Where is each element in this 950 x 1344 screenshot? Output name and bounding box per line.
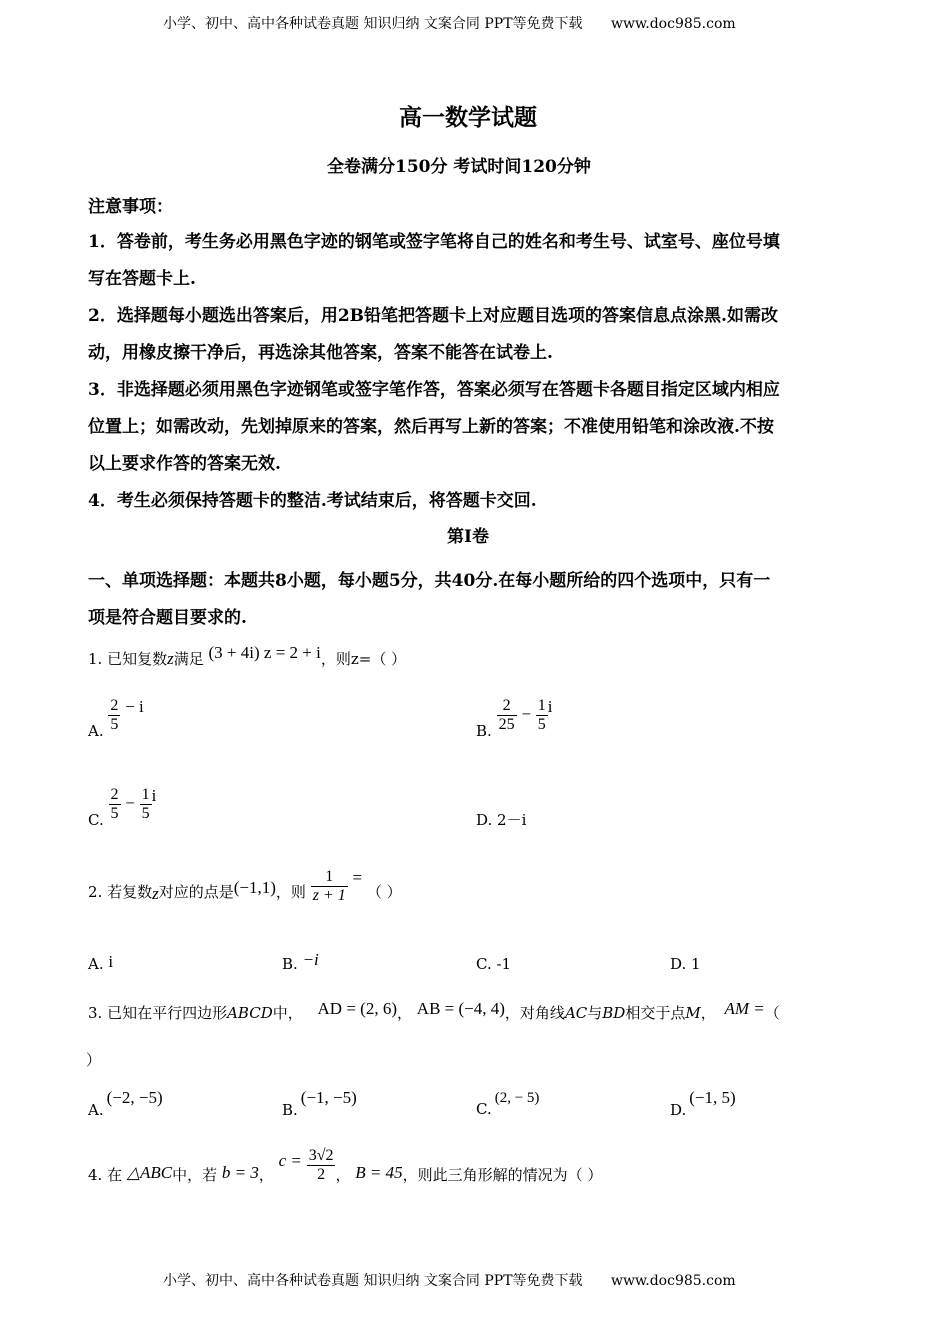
q3-option-a: A.(−2, −5) — [88, 1088, 163, 1119]
fraction: $\frac{1}{z + 1}$ — [312, 868, 346, 904]
volume-heading: 第I卷 — [447, 527, 489, 547]
q1-option-a: A. $\frac{2}{5}$ − i — [88, 696, 144, 740]
header-url: www.doc985.com — [610, 16, 736, 32]
fraction: $\frac{3√2}{2}$ — [308, 1147, 334, 1183]
note-line: 3．非选择题必须用黑色字迹钢笔或签字笔作答，答案必须写在答题卡各题目指定区域内相应 — [88, 380, 780, 400]
question-3: 3. 已知在平行四边形ABCD中， AD = (2, 6)， AB = (−4, 4)，对角线AC与BD相交于点M， AM =（ — [88, 999, 780, 1022]
q3-option-b: B.(−1, −5) — [282, 1088, 357, 1119]
q1-equation: (3 + 4i) z = 2 + i — [208, 643, 321, 662]
q2-option-b: B. −i — [282, 950, 319, 973]
section-heading: 一、单项选择题：本题共8小题，每小题5分，共40分.在每小题所给的四个选项中，只有一 — [88, 571, 771, 591]
note-line: 写在答题卡上. — [88, 269, 196, 289]
vector-am: AM = — [724, 999, 765, 1018]
question-1: 1. 已知复数z满足 (3 + 4i) z = 2 + i，则z=（ ） — [88, 643, 407, 668]
section-heading-cont: 项是符合题目要求的. — [88, 608, 247, 628]
fraction: $\frac{2}{5}$ — [110, 786, 119, 822]
notes-heading: 注意事项： — [88, 197, 173, 217]
note-line: 位置上；如需改动，先划掉原来的答案，然后再写上新的答案；不准使用铅笔和涂改液.不按 — [88, 417, 774, 437]
page-title: 高一数学试题 — [399, 104, 537, 131]
q1-option-d: D. 2－i — [476, 811, 527, 829]
vector-ab: AB = (−4, 4) — [416, 999, 505, 1018]
q1-option-b: B. $\frac{2}{25}$ − $\frac{1}{5}$ i — [476, 696, 553, 740]
fraction: $\frac{2}{25}$ — [498, 697, 515, 733]
q1-option-c: C. $\frac{2}{5}$ − $\frac{1}{5}$ i — [88, 785, 157, 829]
footer-text: 小学、初中、高中各种试卷真题 知识归纳 文案合同 PPT等免费下载 — [163, 1273, 583, 1289]
note-line: 4．考生必须保持答题卡的整洁.考试结束后，将答题卡交回. — [88, 491, 537, 511]
question-2: 2. 若复数z对应的点是(−1,1)，则 $\frac{1}{z + 1}$ = （ ） — [88, 867, 402, 904]
q2-option-a: A. i — [88, 952, 114, 973]
question-3-close: ） — [86, 1051, 102, 1069]
note-line: 动，用橡皮擦干净后，再选涂其他答案，答案不能答在试卷上. — [88, 343, 553, 363]
q3-option-d: D.(−1, 5) — [670, 1088, 736, 1119]
note-line: 以上要求作答的答案无效. — [88, 454, 281, 474]
fraction: $\frac{1}{5}$ — [141, 786, 150, 822]
fraction: $\frac{1}{5}$ — [537, 697, 546, 733]
q2-option-d: D. 1 — [670, 955, 701, 973]
footer-url: www.doc985.com — [610, 1273, 736, 1289]
q3-option-c: C.(2, − 5) — [476, 1090, 540, 1118]
q2-option-c: C. -1 — [476, 955, 512, 973]
vector-ad: AD = (2, 6) — [317, 999, 397, 1018]
page-header — [163, 13, 736, 33]
header-text: 小学、初中、高中各种试卷真题 知识归纳 文案合同 PPT等免费下载 — [163, 16, 583, 32]
note-line: 1．答卷前，考生务必用黑色字迹的钢笔或签字笔将自己的姓名和考生号、试室号、座位号填 — [88, 232, 780, 252]
note-line: 2．选择题每小题选出答案后，用2B铅笔把答题卡上对应题目选项的答案信息点涂黑.如需改 — [88, 306, 778, 326]
exam-subtitle: 全卷满分150分 考试时间120分钟 — [327, 157, 591, 177]
fraction: $\frac{2}{5}$ — [110, 697, 119, 733]
question-4: 4. 在 △ABC中，若 b = 3， c = $\frac{3√2}{2}$ ， B = 45，则此三角形解的情况为（ ） — [88, 1147, 603, 1184]
page-footer — [163, 1270, 736, 1290]
